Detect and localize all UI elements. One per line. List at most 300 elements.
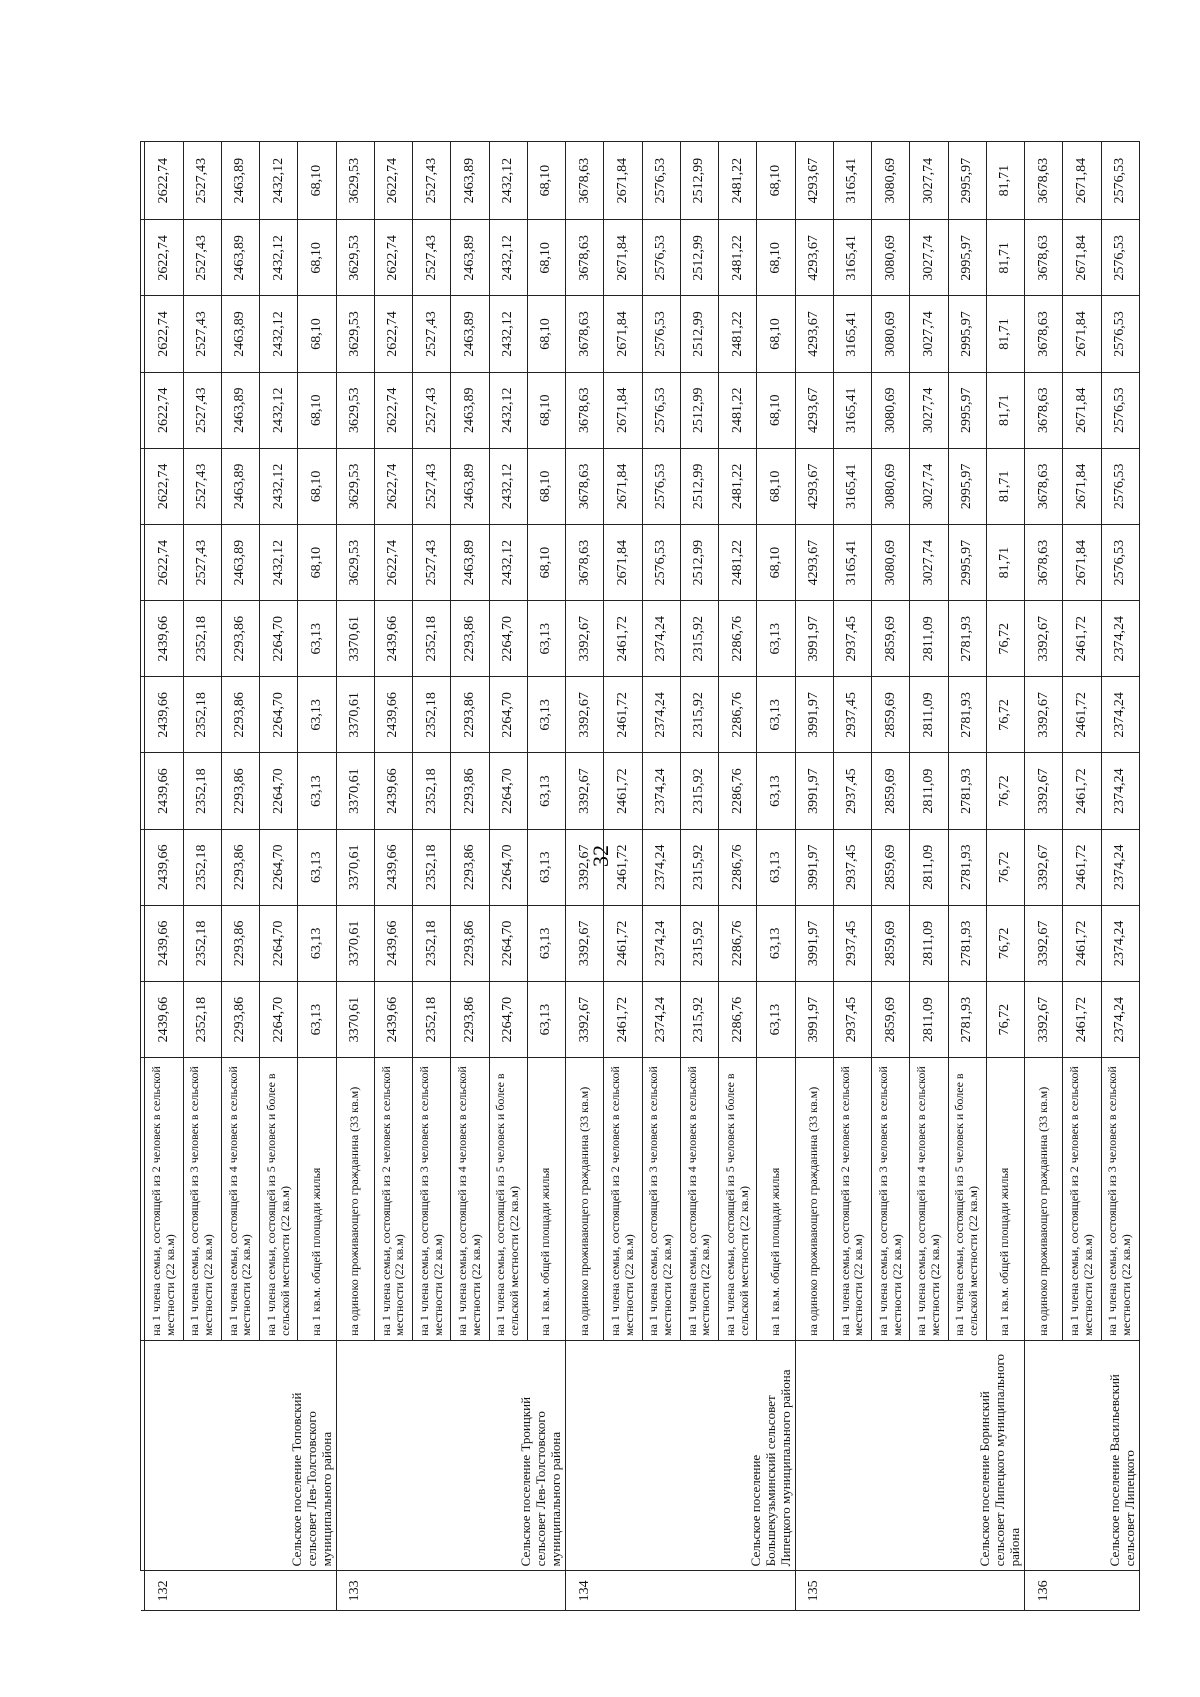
row-number [1063, 1571, 1101, 1611]
value-cell: 2432,12 [260, 142, 298, 220]
value-cell: 2374,24 [1101, 753, 1140, 829]
row-description: на 1 кв.м. общей площади жилья [298, 1058, 336, 1341]
value-cell: 2576,53 [1101, 448, 1140, 524]
value-cell: 2859,69 [872, 601, 910, 677]
row-number [298, 1571, 336, 1611]
value-cell: 2463,89 [221, 372, 259, 448]
value-cell: 3678,63 [566, 448, 604, 524]
value-cell: 2315,92 [680, 601, 718, 677]
margin-cell [1025, 1611, 1063, 1651]
value-cell: 2859,69 [872, 905, 910, 981]
value-cell: 2439,66 [374, 982, 412, 1058]
value-cell: 2461,72 [604, 753, 642, 829]
value-cell: 2512,99 [680, 296, 718, 372]
value-cell: 2811,09 [910, 601, 948, 677]
row-description: на 1 члена семьи, состоящей из 2 человек в сельской местности (22 кв.м) [604, 1058, 642, 1341]
value-cell: 2512,99 [680, 372, 718, 448]
value-cell: 2576,53 [1101, 524, 1140, 600]
value-cell: 2463,89 [221, 296, 259, 372]
value-cell: 2461,72 [604, 982, 642, 1058]
value-cell: 2811,09 [910, 829, 948, 905]
value-cell: 2286,76 [719, 753, 757, 829]
value-cell: 3392,67 [1025, 905, 1063, 981]
row-description: на 1 члена семьи, состоящей из 3 человек в сельской местности (22 кв.м) [1101, 1058, 1140, 1341]
value-cell: 68,10 [527, 296, 565, 372]
value-cell: 81,71 [986, 448, 1024, 524]
value-cell: 2286,76 [719, 905, 757, 981]
value-cell: 2264,70 [489, 982, 527, 1058]
value-cell: 2293,86 [451, 982, 489, 1058]
value-cell: 2527,43 [413, 524, 451, 600]
row-description: на одиноко проживающего гражданина (33 кв.м) [1025, 1058, 1063, 1341]
value-cell: 2622,74 [145, 296, 183, 372]
margin-cell [642, 1611, 680, 1651]
value-cell: 3629,53 [336, 142, 374, 220]
value-cell: 68,10 [527, 524, 565, 600]
value-cell: 2671,84 [1063, 372, 1101, 448]
value-cell: 2439,66 [145, 829, 183, 905]
value-cell: 2439,66 [374, 753, 412, 829]
value-cell: 2527,43 [413, 372, 451, 448]
value-cell: 2937,45 [833, 753, 871, 829]
margin-cell [795, 1611, 833, 1651]
value-cell: 2622,74 [145, 524, 183, 600]
value-cell: 2781,93 [948, 982, 986, 1058]
row-description: на 1 кв.м. общей площади жилья [527, 1058, 565, 1341]
value-cell: 2463,89 [451, 220, 489, 296]
value-cell: 3392,67 [566, 601, 604, 677]
value-cell: 2811,09 [910, 753, 948, 829]
value-cell: 3678,63 [566, 372, 604, 448]
value-cell: 2781,93 [948, 601, 986, 677]
value-cell: 2461,72 [604, 677, 642, 753]
value-cell: 3678,63 [566, 524, 604, 600]
row-description: на 1 члена семьи, состоящей из 4 человек в сельской местности (22 кв.м) [451, 1058, 489, 1341]
value-cell: 2293,86 [451, 753, 489, 829]
row-number: 134 [566, 1571, 604, 1611]
table-row [145, 142, 183, 1652]
row-description: на 1 члена семьи, состоящей из 3 человек в сельской местности (22 кв.м) [413, 1058, 451, 1341]
row-description: на 1 члена семьи, состоящей из 5 человек и более в сельской местности (22 кв.м) [260, 1058, 298, 1341]
value-cell: 3991,97 [795, 601, 833, 677]
value-cell: 2576,53 [642, 372, 680, 448]
value-cell: 81,71 [986, 372, 1024, 448]
value-cell: 2937,45 [833, 982, 871, 1058]
row-number [642, 1571, 680, 1611]
value-cell: 2622,74 [145, 142, 183, 220]
value-cell: 3027,74 [910, 296, 948, 372]
value-cell: 2352,18 [183, 677, 221, 753]
value-cell: 2352,18 [183, 753, 221, 829]
value-cell: 3991,97 [795, 905, 833, 981]
value-cell: 3392,67 [1025, 982, 1063, 1058]
row-description: на 1 члена семьи, состоящей из 2 человек в сельской местности (22 кв.м) [374, 1058, 412, 1341]
row-description: на 1 кв.м. общей площади жилья [986, 1058, 1024, 1341]
value-cell: 3370,61 [336, 677, 374, 753]
value-cell: 2374,24 [642, 829, 680, 905]
row-description: на 1 члена семьи, состоящей из 2 человек в сельской местности (22 кв.м) [145, 1058, 183, 1341]
margin-cell [872, 1611, 910, 1651]
value-cell: 2671,84 [604, 372, 642, 448]
margin-cell [336, 1611, 374, 1651]
row-number [451, 1571, 489, 1611]
value-cell: 2527,43 [183, 448, 221, 524]
value-cell: 3165,41 [833, 524, 871, 600]
value-cell: 2286,76 [719, 601, 757, 677]
value-cell: 3027,74 [910, 142, 948, 220]
value-cell: 2481,22 [719, 448, 757, 524]
value-cell: 2432,12 [489, 296, 527, 372]
value-cell: 2374,24 [642, 601, 680, 677]
settlement-name: Сельское поселение Троицкий сельсовет Лев-Толстовского муниципального района [336, 1340, 566, 1571]
row-description: на 1 члена семьи, состоящей из 3 человек в сельской местности (22 кв.м) [183, 1058, 221, 1341]
value-cell: 63,13 [298, 905, 336, 981]
row-description: на 1 кв.м. общей площади жилья [757, 1058, 795, 1341]
margin-cell [489, 1611, 527, 1651]
value-cell: 2293,86 [221, 982, 259, 1058]
value-cell: 2463,89 [221, 142, 259, 220]
value-cell: 2439,66 [374, 905, 412, 981]
value-cell: 4293,67 [795, 296, 833, 372]
value-cell: 2527,43 [413, 142, 451, 220]
value-cell: 3392,67 [1025, 829, 1063, 905]
value-cell: 2811,09 [910, 905, 948, 981]
value-cell: 2352,18 [413, 677, 451, 753]
value-cell: 2352,18 [183, 982, 221, 1058]
value-cell: 3392,67 [1025, 601, 1063, 677]
value-cell: 68,10 [298, 524, 336, 600]
row-description: на 1 члена семьи, состоящей из 2 человек в сельской местности (22 кв.м) [1063, 1058, 1101, 1341]
value-cell: 3678,63 [1025, 142, 1063, 220]
value-cell: 4293,67 [795, 220, 833, 296]
settlement-name: Сельское поселение Топовский сельсовет Лев-Толстовского муниципального района [145, 1340, 336, 1571]
value-cell: 68,10 [298, 372, 336, 448]
value-cell: 2622,74 [374, 524, 412, 600]
value-cell: 76,72 [986, 829, 1024, 905]
row-description: на 1 члена семьи, состоящей из 5 человек и более в сельской местности (22 кв.м) [489, 1058, 527, 1341]
value-cell: 3991,97 [795, 677, 833, 753]
price-table [140, 141, 1140, 1651]
row-number [910, 1571, 948, 1611]
value-cell: 2995,97 [948, 448, 986, 524]
value-cell: 2432,12 [260, 448, 298, 524]
value-cell: 3392,67 [566, 677, 604, 753]
value-cell: 2439,66 [374, 829, 412, 905]
row-description: на 1 члена семьи, состоящей из 2 человек в сельской местности (22 кв.м) [833, 1058, 871, 1341]
value-cell: 2461,72 [1063, 677, 1101, 753]
value-cell: 2352,18 [183, 829, 221, 905]
value-cell: 2527,43 [183, 372, 221, 448]
value-cell: 2439,66 [374, 601, 412, 677]
value-cell: 63,13 [298, 753, 336, 829]
margin-cell [145, 1611, 183, 1651]
value-cell: 2671,84 [1063, 220, 1101, 296]
value-cell: 2374,24 [642, 677, 680, 753]
value-cell: 68,10 [757, 524, 795, 600]
page-number: 32 [588, 845, 613, 867]
value-cell: 2374,24 [1101, 829, 1140, 905]
value-cell: 2461,72 [1063, 829, 1101, 905]
value-cell: 3165,41 [833, 448, 871, 524]
margin-cell [833, 1611, 871, 1651]
value-cell: 2439,66 [374, 677, 412, 753]
value-cell: 3678,63 [1025, 220, 1063, 296]
value-cell: 2576,53 [1101, 372, 1140, 448]
row-number [183, 1571, 221, 1611]
margin-cell [986, 1611, 1024, 1651]
value-cell: 3629,53 [336, 372, 374, 448]
value-cell: 2622,74 [374, 448, 412, 524]
value-cell: 2432,12 [489, 448, 527, 524]
row-description: на 1 члена семьи, состоящей из 3 человек в сельской местности (22 кв.м) [872, 1058, 910, 1341]
row-number [833, 1571, 871, 1611]
value-cell: 3629,53 [336, 448, 374, 524]
value-cell: 63,13 [527, 905, 565, 981]
value-cell: 3629,53 [336, 524, 374, 600]
value-cell: 2671,84 [1063, 448, 1101, 524]
value-cell: 3165,41 [833, 296, 871, 372]
value-cell: 2461,72 [604, 601, 642, 677]
value-cell: 2937,45 [833, 677, 871, 753]
value-cell: 2781,93 [948, 905, 986, 981]
row-number [757, 1571, 795, 1611]
value-cell: 2811,09 [910, 982, 948, 1058]
value-cell: 2576,53 [642, 220, 680, 296]
margin-cell [298, 1611, 336, 1651]
value-cell: 2264,70 [260, 905, 298, 981]
value-cell: 2264,70 [260, 829, 298, 905]
value-cell: 2622,74 [374, 220, 412, 296]
row-description: на 1 члена семьи, состоящей из 3 человек в сельской местности (22 кв.м) [642, 1058, 680, 1341]
value-cell: 3678,63 [1025, 372, 1063, 448]
value-cell: 63,13 [298, 601, 336, 677]
value-cell: 2439,66 [145, 677, 183, 753]
margin-cell [948, 1611, 986, 1651]
value-cell: 2315,92 [680, 982, 718, 1058]
value-cell: 2352,18 [183, 905, 221, 981]
value-cell: 3370,61 [336, 829, 374, 905]
value-cell: 2859,69 [872, 829, 910, 905]
table-row [1025, 142, 1063, 1652]
row-description: на одиноко проживающего гражданина (33 кв.м) [336, 1058, 374, 1341]
value-cell: 3370,61 [336, 905, 374, 981]
value-cell: 2352,18 [413, 829, 451, 905]
value-cell: 68,10 [757, 372, 795, 448]
value-cell: 2481,22 [719, 372, 757, 448]
value-cell: 2374,24 [1101, 677, 1140, 753]
row-number [719, 1571, 757, 1611]
value-cell: 3392,67 [1025, 753, 1063, 829]
value-cell: 2512,99 [680, 220, 718, 296]
value-cell: 2461,72 [1063, 905, 1101, 981]
value-cell: 2995,97 [948, 524, 986, 600]
value-cell: 81,71 [986, 296, 1024, 372]
value-cell: 2527,43 [183, 524, 221, 600]
value-cell: 2937,45 [833, 829, 871, 905]
row-description: на 1 члена семьи, состоящей из 4 человек в сельской местности (22 кв.м) [680, 1058, 718, 1341]
value-cell: 68,10 [298, 142, 336, 220]
value-cell: 2622,74 [374, 296, 412, 372]
margin-cell [1101, 1611, 1140, 1651]
value-cell: 3629,53 [336, 220, 374, 296]
row-number [413, 1571, 451, 1611]
value-cell: 2432,12 [260, 372, 298, 448]
settlement-name: Сельское поселение Большекузьминский сельсовет Липецкого муниципального района [566, 1340, 796, 1571]
value-cell: 2264,70 [260, 677, 298, 753]
value-cell: 2671,84 [604, 296, 642, 372]
value-cell: 76,72 [986, 753, 1024, 829]
value-cell: 63,13 [527, 982, 565, 1058]
value-cell: 2671,84 [604, 448, 642, 524]
value-cell: 2512,99 [680, 448, 718, 524]
value-cell: 3392,67 [1025, 677, 1063, 753]
value-cell: 2461,72 [1063, 753, 1101, 829]
margin-cell [183, 1611, 221, 1651]
margin-cell [374, 1611, 412, 1651]
value-cell: 2264,70 [260, 601, 298, 677]
row-number [948, 1571, 986, 1611]
value-cell: 3165,41 [833, 372, 871, 448]
value-cell: 2781,93 [948, 829, 986, 905]
value-cell: 2293,86 [221, 677, 259, 753]
row-number [527, 1571, 565, 1611]
value-cell: 2527,43 [413, 448, 451, 524]
value-cell: 2527,43 [413, 220, 451, 296]
value-cell: 63,13 [757, 829, 795, 905]
value-cell: 2811,09 [910, 677, 948, 753]
table-row [336, 142, 374, 1652]
value-cell: 2432,12 [489, 142, 527, 220]
value-cell: 2286,76 [719, 982, 757, 1058]
row-number [1101, 1571, 1140, 1611]
value-cell: 3080,69 [872, 142, 910, 220]
margin-cell [680, 1611, 718, 1651]
value-cell: 3678,63 [1025, 296, 1063, 372]
row-number: 136 [1025, 1571, 1063, 1611]
value-cell: 4293,67 [795, 372, 833, 448]
value-cell: 2481,22 [719, 296, 757, 372]
value-cell: 63,13 [757, 905, 795, 981]
value-cell: 2293,86 [221, 753, 259, 829]
value-cell: 2463,89 [451, 448, 489, 524]
margin-cell [260, 1611, 298, 1651]
value-cell: 2576,53 [642, 524, 680, 600]
value-cell: 2293,86 [221, 829, 259, 905]
value-cell: 63,13 [298, 677, 336, 753]
value-cell: 2374,24 [1101, 601, 1140, 677]
value-cell: 63,13 [527, 753, 565, 829]
value-cell: 68,10 [527, 372, 565, 448]
value-cell: 2352,18 [413, 905, 451, 981]
margin-cell [527, 1611, 565, 1651]
row-description: на 1 члена семьи, состоящей из 4 человек в сельской местности (22 кв.м) [910, 1058, 948, 1341]
value-cell: 3392,67 [566, 905, 604, 981]
value-cell: 63,13 [757, 601, 795, 677]
table-row [795, 142, 833, 1652]
value-cell: 2622,74 [145, 372, 183, 448]
value-cell: 2463,89 [451, 142, 489, 220]
row-number [604, 1571, 642, 1611]
value-cell: 3392,67 [566, 982, 604, 1058]
value-cell: 2576,53 [1101, 296, 1140, 372]
value-cell: 2527,43 [413, 296, 451, 372]
value-cell: 76,72 [986, 601, 1024, 677]
value-cell: 2463,89 [221, 220, 259, 296]
value-cell: 3080,69 [872, 372, 910, 448]
value-cell: 2512,99 [680, 142, 718, 220]
value-cell: 2512,99 [680, 524, 718, 600]
value-cell: 4293,67 [795, 448, 833, 524]
value-cell: 3080,69 [872, 220, 910, 296]
row-number [986, 1571, 1024, 1611]
value-cell: 2264,70 [489, 601, 527, 677]
value-cell: 3165,41 [833, 220, 871, 296]
settlement-name: Сельское поселение Боринский сельсовет Липецкого муниципального района [795, 1340, 1025, 1571]
value-cell: 3392,67 [566, 829, 604, 905]
value-cell: 2995,97 [948, 142, 986, 220]
row-description: на одиноко проживающего гражданина (33 кв.м) [566, 1058, 604, 1341]
value-cell: 2439,66 [145, 905, 183, 981]
value-cell: 2576,53 [642, 142, 680, 220]
row-number: 135 [795, 1571, 833, 1611]
value-cell: 2671,84 [604, 142, 642, 220]
value-cell: 2374,24 [642, 905, 680, 981]
row-description: на 1 члена семьи, состоящей из 4 человек в сельской местности (22 кв.м) [221, 1058, 259, 1341]
value-cell: 2995,97 [948, 296, 986, 372]
value-cell: 2481,22 [719, 220, 757, 296]
row-description: на 1 члена семьи, состоящей из 5 человек и более в сельской местности (22 кв.м) [948, 1058, 986, 1341]
value-cell: 68,10 [527, 220, 565, 296]
value-cell: 2293,86 [451, 829, 489, 905]
value-cell: 2859,69 [872, 753, 910, 829]
row-number [374, 1571, 412, 1611]
row-number [872, 1571, 910, 1611]
settlement-name: Сельское поселение Васильевский сельсовет Липецкого [1025, 1340, 1140, 1571]
margin-cell [757, 1611, 795, 1651]
value-cell: 4293,67 [795, 142, 833, 220]
value-cell: 2286,76 [719, 829, 757, 905]
value-cell: 2374,24 [1101, 982, 1140, 1058]
value-cell: 2463,89 [451, 296, 489, 372]
value-cell: 2264,70 [489, 905, 527, 981]
value-cell: 3027,74 [910, 448, 948, 524]
value-cell: 2576,53 [642, 296, 680, 372]
value-cell: 2481,22 [719, 142, 757, 220]
table-body [141, 142, 1140, 1652]
value-cell: 3080,69 [872, 448, 910, 524]
value-cell: 2293,86 [451, 905, 489, 981]
value-cell: 4293,67 [795, 524, 833, 600]
value-cell: 2352,18 [183, 601, 221, 677]
value-cell: 2622,74 [145, 220, 183, 296]
value-cell: 2432,12 [489, 220, 527, 296]
row-number: 133 [336, 1571, 374, 1611]
table-row [566, 142, 604, 1652]
value-cell: 3678,63 [566, 142, 604, 220]
value-cell: 2995,97 [948, 372, 986, 448]
value-cell: 2461,72 [604, 829, 642, 905]
value-cell: 63,13 [757, 753, 795, 829]
value-cell: 2463,89 [451, 372, 489, 448]
value-cell: 68,10 [298, 296, 336, 372]
value-cell: 2527,43 [183, 142, 221, 220]
value-cell: 3027,74 [910, 372, 948, 448]
value-cell: 63,13 [527, 829, 565, 905]
value-cell: 2576,53 [1101, 142, 1140, 220]
value-cell: 81,71 [986, 142, 1024, 220]
value-cell: 76,72 [986, 905, 1024, 981]
value-cell: 2352,18 [413, 601, 451, 677]
